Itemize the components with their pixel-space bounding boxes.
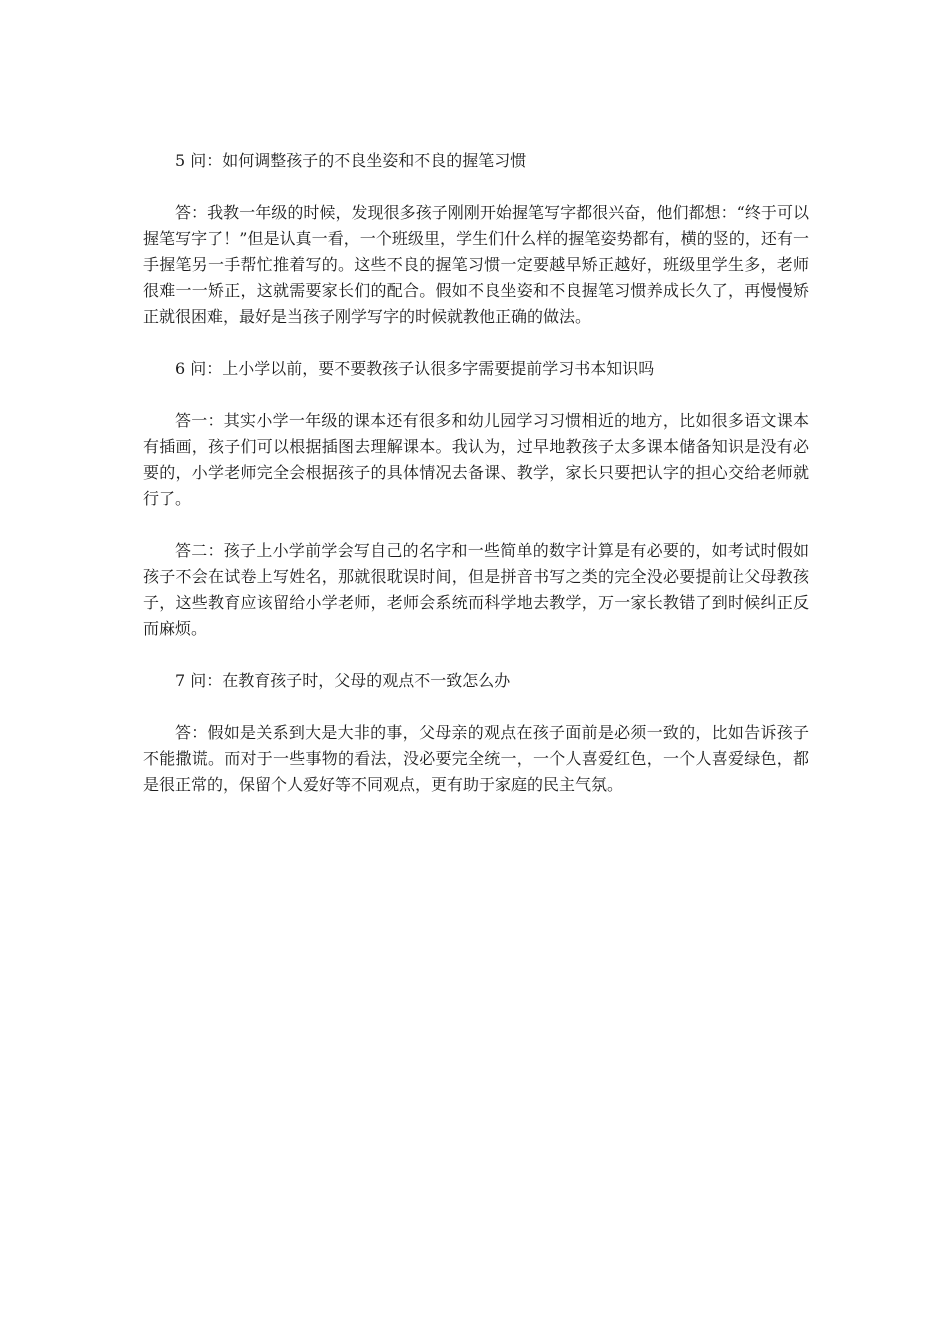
question-heading-5: 5 问：如何调整孩子的不良坐姿和不良的握笔习惯 [175, 151, 527, 170]
answer-one-paragraph-6: 答一：其实小学一年级的课本还有很多和幼儿园学习习惯相近的地方，比如很多语文课本有插画，孩子们可以根据插图去理解课本。我认为，过早地教孩子太多课本储备知识是没有必要的，小学老师完全会根据孩子的具体情况去备课、教学，家长只要把认字的担心交给老师就行了。 [143, 411, 809, 508]
question-heading-6: 6 问：上小学以前，要不要教孩子认很多字需要提前学习书本知识吗 [175, 359, 655, 378]
document-body [143, 148, 809, 824]
answer-paragraph-5: 答：我教一年级的时候，发现很多孩子刚刚开始握笔写字都很兴奋，他们都想：“终于可以握笔写字了！”但是认真一看，一个班级里，学生们什么样的握笔姿势都有，横的竖的，还有一手握笔另一手帮忙推着写的。这些不良的握笔习惯一定要越早矫正越好，班级里学生多，老师很难一一矫正，这就需要家长们的配合。假如不良坐姿和不良握笔习惯养成长久了，再慢慢矫正就很困难，最好是当孩子刚学写字的时候就教他正确的做法。 [143, 203, 809, 326]
question-heading-7: 7 问：在教育孩子时，父母的观点不一致怎么办 [175, 671, 511, 690]
answer-two-paragraph-6: 答二：孩子上小学前学会写自己的名字和一些简单的数字计算是有必要的，如考试时假如孩子不会在试卷上写姓名，那就很耽误时间，但是拼音书写之类的完全没必要提前让父母教孩子，这些教育应该留给小学老师，老师会系统而科学地去教学，万一家长教错了到时候纠正反而麻烦。 [143, 541, 809, 638]
answer-paragraph-7: 答：假如是关系到大是大非的事，父母亲的观点在孩子面前是必须一致的，比如告诉孩子不能撒谎。而对于一些事物的看法，没必要完全统一，一个人喜爱红色，一个人喜爱绿色，都是很正常的，保留个人爱好等不同观点，更有助于家庭的民主气氛。 [143, 723, 809, 794]
